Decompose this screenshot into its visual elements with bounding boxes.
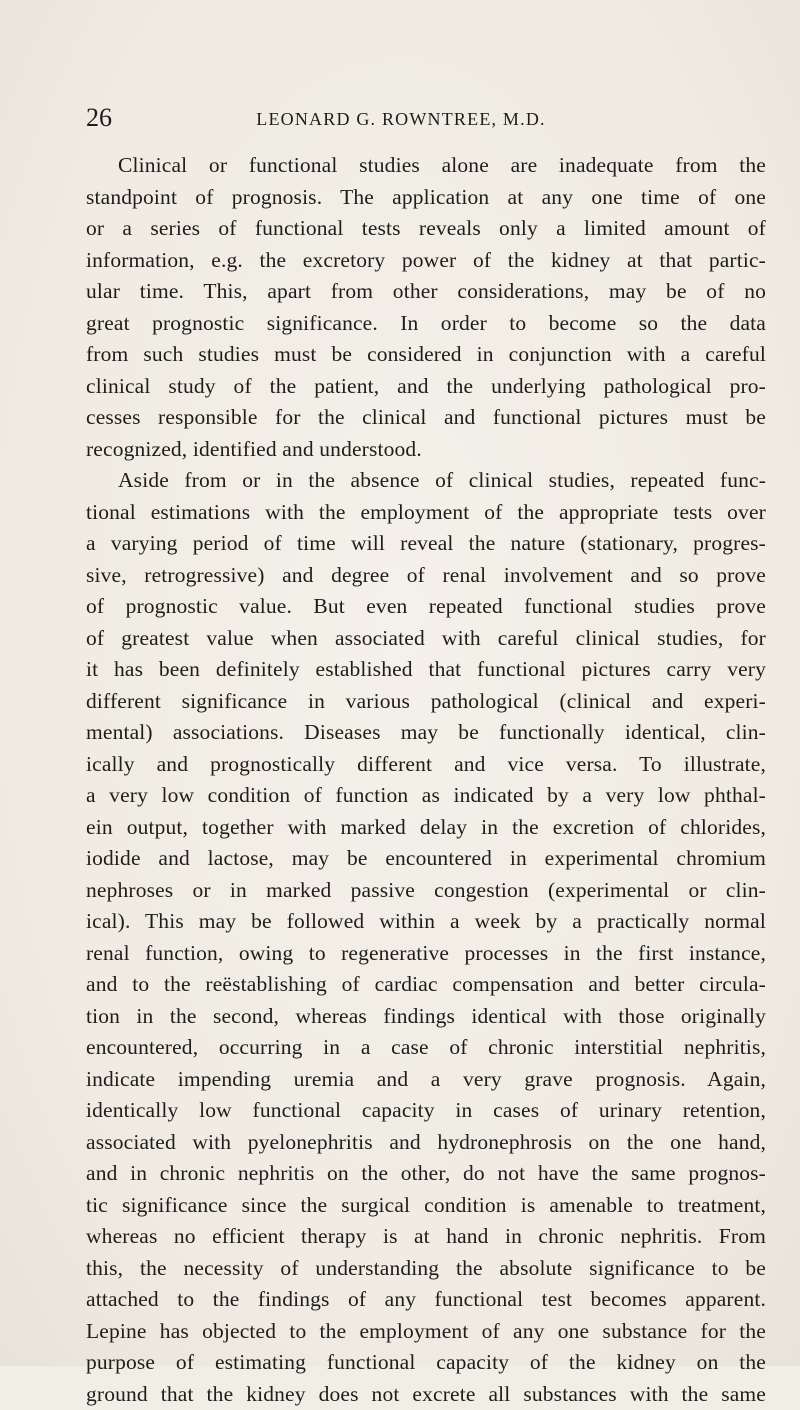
text-line: identically low functional capacity in cases of urinary retention, (86, 1095, 766, 1127)
text-line: standpoint of prognosis. The application at any one time of one (86, 182, 766, 214)
text-line: tic significance since the surgical condition is amenable to treatment, (86, 1190, 766, 1222)
text-line: and to the reëstablishing of cardiac compensation and better circula- (86, 969, 766, 1001)
text-line: Clinical or functional studies alone are inadequate from the (86, 150, 766, 182)
text-line: indicate impending uremia and a very grave prognosis. Again, (86, 1064, 766, 1096)
page-number: 26 (86, 103, 112, 133)
text-line: ground that the kidney does not excrete all substances with the same (86, 1379, 766, 1410)
text-line: ular time. This, apart from other considerations, may be of no (86, 276, 766, 308)
text-line: encountered, occurring in a case of chronic interstitial nephritis, (86, 1032, 766, 1064)
text-line: sive, retrogressive) and degree of renal involvement and so prove (86, 560, 766, 592)
text-line: renal function, owing to regenerative processes in the first instance, (86, 938, 766, 970)
body-text (86, 150, 766, 1410)
text-line: ical). This may be followed within a week by a practically normal (86, 906, 766, 938)
text-line: Lepine has objected to the employment of any one substance for the (86, 1316, 766, 1348)
text-line: great prognostic significance. In order to become so the data (86, 308, 766, 340)
text-line: a very low condition of function as indicated by a very low phthal- (86, 780, 766, 812)
text-line: ein output, together with marked delay in the excretion of chlorides, (86, 812, 766, 844)
page-header (86, 103, 716, 133)
text-line: tional estimations with the employment of the appropriate tests over (86, 497, 766, 529)
text-line: purpose of estimating functional capacity of the kidney on the (86, 1347, 766, 1379)
text-line: of prognostic value. But even repeated functional studies prove (86, 591, 766, 623)
paragraph (86, 150, 766, 465)
text-line: clinical study of the patient, and the underlying pathological pro- (86, 371, 766, 403)
text-line: Aside from or in the absence of clinical studies, repeated func- (86, 465, 766, 497)
text-line: tion in the second, whereas findings identical with those originally (86, 1001, 766, 1033)
text-line: mental) associations. Diseases may be functionally identical, clin- (86, 717, 766, 749)
text-line: it has been definitely established that functional pictures carry very (86, 654, 766, 686)
text-line: a varying period of time will reveal the nature (stationary, progres- (86, 528, 766, 560)
text-line: nephroses or in marked passive congestion (experimental or clin- (86, 875, 766, 907)
text-line: or a series of functional tests reveals only a limited amount of (86, 213, 766, 245)
paragraph (86, 465, 766, 1410)
text-line: iodide and lactose, may be encountered in experimental chromium (86, 843, 766, 875)
text-line: different significance in various pathological (clinical and experi- (86, 686, 766, 718)
text-line: ically and prognostically different and vice versa. To illustrate, (86, 749, 766, 781)
text-line: cesses responsible for the clinical and functional pictures must be (86, 402, 766, 434)
text-line: whereas no efficient therapy is at hand in chronic nephritis. From (86, 1221, 766, 1253)
text-line: associated with pyelonephritis and hydronephrosis on the one hand, (86, 1127, 766, 1159)
text-line: recognized, identified and understood. (86, 434, 766, 466)
text-line: and in chronic nephritis on the other, do not have the same prognos- (86, 1158, 766, 1190)
running-head: LEONARD G. ROWNTREE, M.D. (86, 105, 716, 133)
text-line: attached to the findings of any functional test becomes apparent. (86, 1284, 766, 1316)
text-line: from such studies must be considered in conjunction with a careful (86, 339, 766, 371)
text-line: of greatest value when associated with careful clinical studies, for (86, 623, 766, 655)
text-line: information, e.g. the excretory power of the kidney at that partic- (86, 245, 766, 277)
text-line: this, the necessity of understanding the absolute significance to be (86, 1253, 766, 1285)
